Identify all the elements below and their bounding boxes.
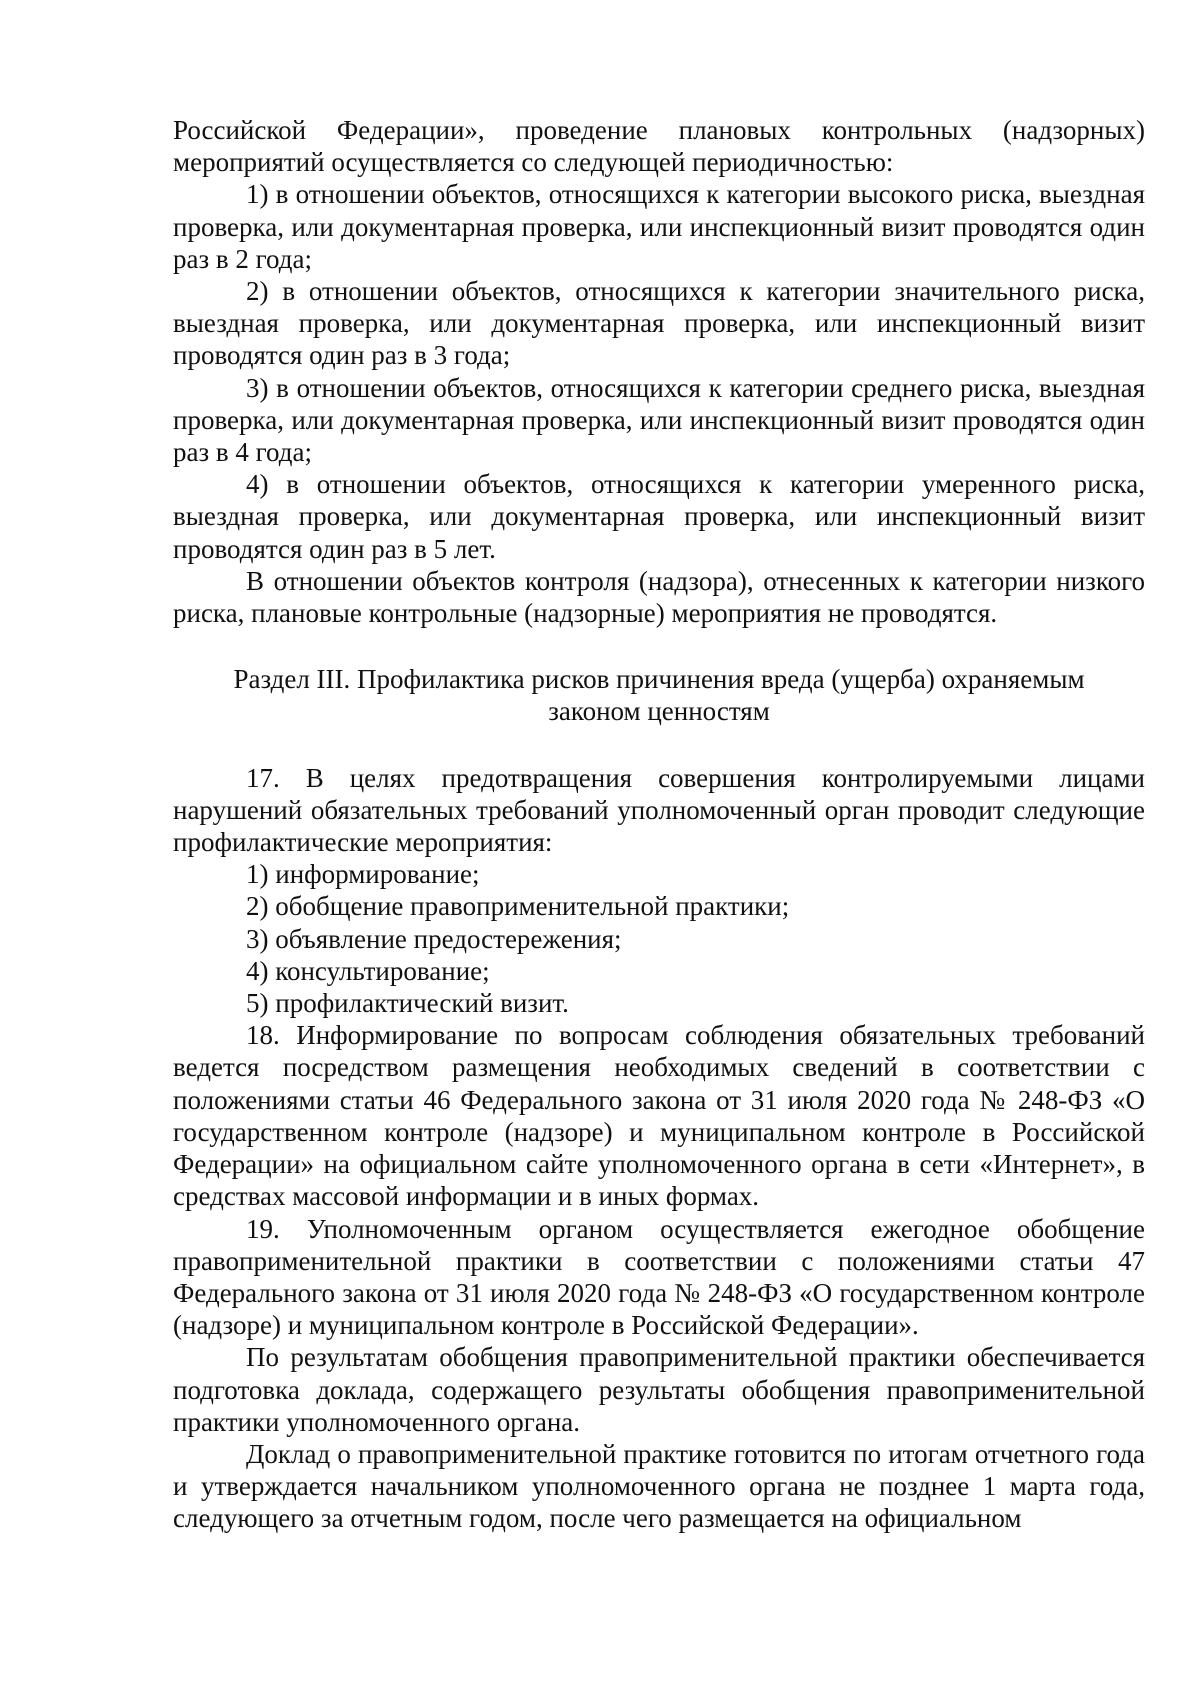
- paragraph-18: 18. Информирование по вопросам соблюдения обязательных требований ведется посредством размещения необходимых сведений в соответствии с положениями статьи 46 Федерального закона от 31 июля 2020 года № 248-ФЗ «О государственном контроле (надзоре) и муниципальном контроле в Российской Федерации» на официальном сайте уполномоченного органа в сети «Интернет», в средствах массовой информации и в иных формах.: [173, 1020, 1145, 1212]
- section-heading: Раздел III. Профилактика рисков причинения вреда (ущерба) охраняемым законом ценностям: [233, 664, 1085, 727]
- paragraph-17: 17. В целях предотвращения совершения контролируемыми лицами нарушений обязательных требований уполномоченный орган проводит следующие профилактические мероприятия:: [173, 762, 1145, 858]
- list-item-preventive-visit: 5) профилактический визит.: [246, 988, 569, 1019]
- paragraph-item-moderate-risk: 4) в отношении объектов, относящихся к категории умеренного риска, выездная проверка, или документарная проверка, или инспекционный визит проводятся один раз в 5 лет.: [173, 469, 1145, 564]
- list-item-warning: 3) объявление предостережения;: [246, 923, 622, 954]
- paragraph-report-approval: Доклад о правоприменительной практике готовится по итогам отчетного года и утверждается начальником уполномоченного органа не позднее 1 марта года, следующего за отчетным годом, после чего размещается на официальном: [173, 1438, 1145, 1534]
- paragraph-19: 19. Уполномоченным органом осуществляется ежегодное обобщение правоприменительной практики в соответствии с положениями статьи 47 Федерального закона от 31 июля 2020 года № 248-ФЗ «О государственном контроле (надзоре) и муниципальном контроле в Российской Федерации».: [173, 1213, 1145, 1341]
- paragraph-item-high-risk: 1) в отношении объектов, относящихся к категории высокого риска, выездная проверка, или документарная проверка, или инспекционный визит проводятся один раз в 2 года;: [173, 179, 1145, 274]
- list-item-generalization: 2) обобщение правоприменительной практики;: [246, 891, 790, 922]
- paragraph-report-preparation: По результатам обобщения правоприменительной практики обеспечивается подготовка доклада, содержащего результаты обобщения правоприменительной практики уполномоченного органа.: [173, 1342, 1145, 1437]
- paragraph-continuation: Российской Федерации», проведение плановых контрольных (надзорных) мероприятий осуществляется со следующей периодичностью:: [173, 115, 1145, 178]
- list-item-informing: 1) информирование;: [246, 859, 480, 890]
- document-body: [173, 114, 1145, 1535]
- list-item-consulting: 4) консультирование;: [246, 955, 490, 986]
- paragraph-low-risk: В отношении объектов контроля (надзора), отнесенных к категории низкого риска, плановые контрольные (надзорные) мероприятия не проводятся.: [173, 565, 1145, 629]
- paragraph-item-medium-risk: 3) в отношении объектов, относящихся к категории среднего риска, выездная проверка, или документарная проверка, или инспекционный визит проводятся один раз в 4 года;: [173, 372, 1145, 468]
- paragraph-item-significant-risk: 2) в отношении объектов, относящихся к категории значительного риска, выездная проверка, или документарная проверка, или инспекционный визит проводятся один раз в 3 года;: [173, 276, 1145, 371]
